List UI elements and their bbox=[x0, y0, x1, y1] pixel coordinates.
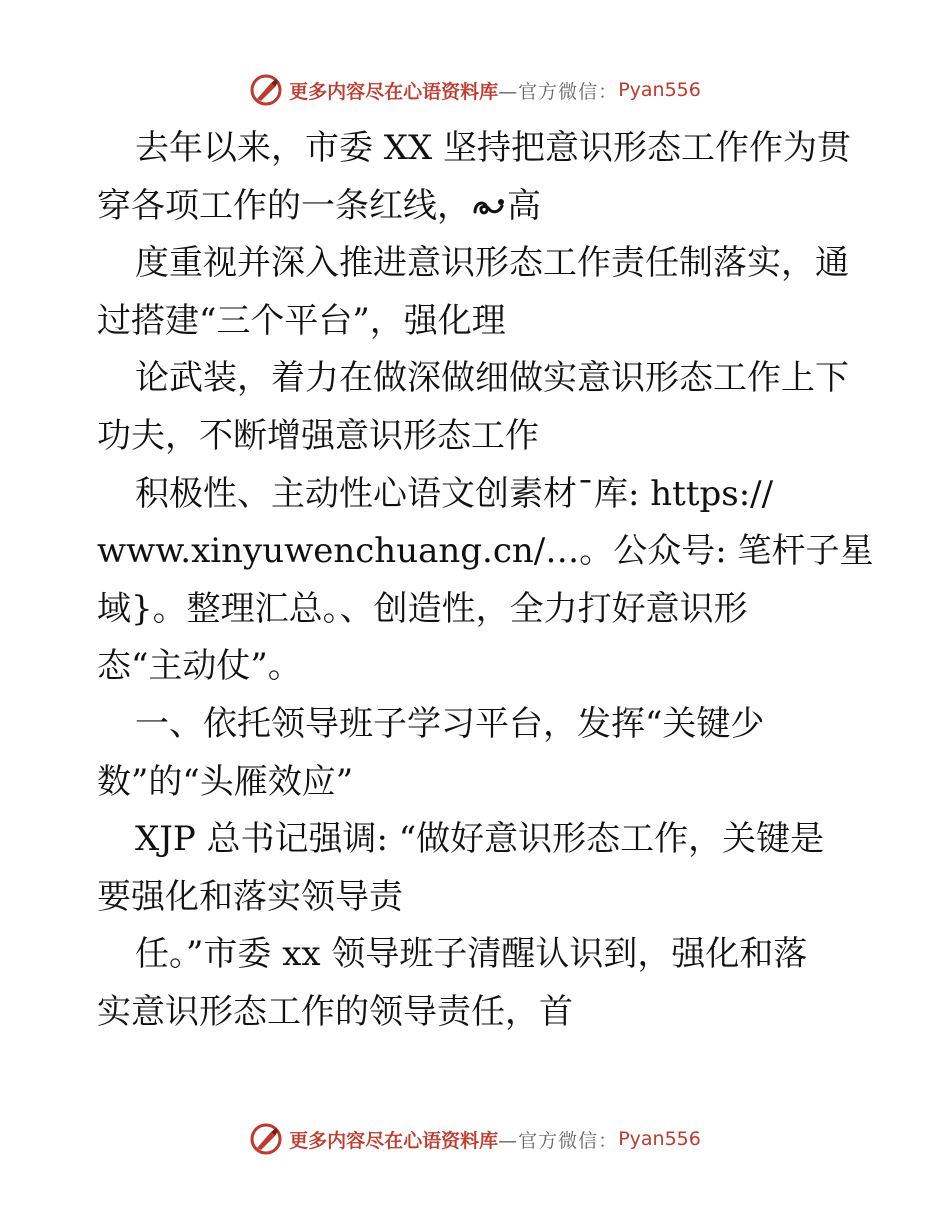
header-banner bbox=[0, 70, 950, 110]
text-line bbox=[97, 178, 857, 236]
header-wechat-id: Pyan556 bbox=[618, 79, 701, 101]
ornament-icon bbox=[471, 181, 507, 207]
text-line: XJP 总书记强调: “做好意识形态工作，关键是 bbox=[135, 819, 825, 860]
pen-logo-icon bbox=[249, 73, 283, 107]
text-line: 任。”市委 xx 领导班子清醒认识到，强化和落 bbox=[135, 934, 808, 975]
text-line: 论武装，着力在做深做细做实意识形态工作上下 bbox=[135, 358, 849, 399]
footer-banner bbox=[0, 1119, 950, 1159]
text-line: 态“主动仗”。 bbox=[97, 646, 302, 687]
footer-brand-text: 更多内容尽在心语资料库 bbox=[289, 1129, 499, 1152]
text-line-segment: 高 bbox=[507, 185, 541, 226]
text-line: 度重视并深入推进意识形态工作责任制落实，通 bbox=[135, 243, 849, 284]
header-wechat-label: —官方微信： bbox=[498, 80, 619, 103]
text-line: 去年以来，市委 XX 坚持把意识形态工作作为贯 bbox=[135, 128, 852, 168]
text-line: 功夫，不断增强意识形态工作 bbox=[97, 415, 539, 456]
document-body bbox=[97, 120, 874, 1042]
footer-wechat-label: —官方微信： bbox=[498, 1129, 619, 1152]
text-line: 要强化和落实领导责 bbox=[97, 876, 403, 917]
text-line: 域}。整理汇总。、创造性，全力打好意识形 bbox=[97, 588, 748, 629]
pen-logo-icon bbox=[249, 1122, 283, 1156]
footer-wechat-id: Pyan556 bbox=[618, 1128, 701, 1150]
text-line: 积极性、主动性心语文创素材¯库: https:// bbox=[135, 473, 774, 514]
section-heading: 一、依托领导班子学习平台，发挥“关键少 bbox=[135, 703, 765, 744]
text-line: 实意识形态工作的领导责任，首 bbox=[97, 991, 573, 1032]
text-line: 过搭建“三个平台”，强化理 bbox=[97, 300, 506, 341]
header-brand-text: 更多内容尽在心语资料库 bbox=[289, 80, 499, 103]
section-heading: 数”的“头雁效应” bbox=[97, 761, 354, 802]
text-line: www.xinyuwenchuang.cn/…。公众号: 笔杆子星 bbox=[97, 531, 874, 572]
text-line-segment: 穿各项工作的一条红线， bbox=[97, 185, 471, 226]
